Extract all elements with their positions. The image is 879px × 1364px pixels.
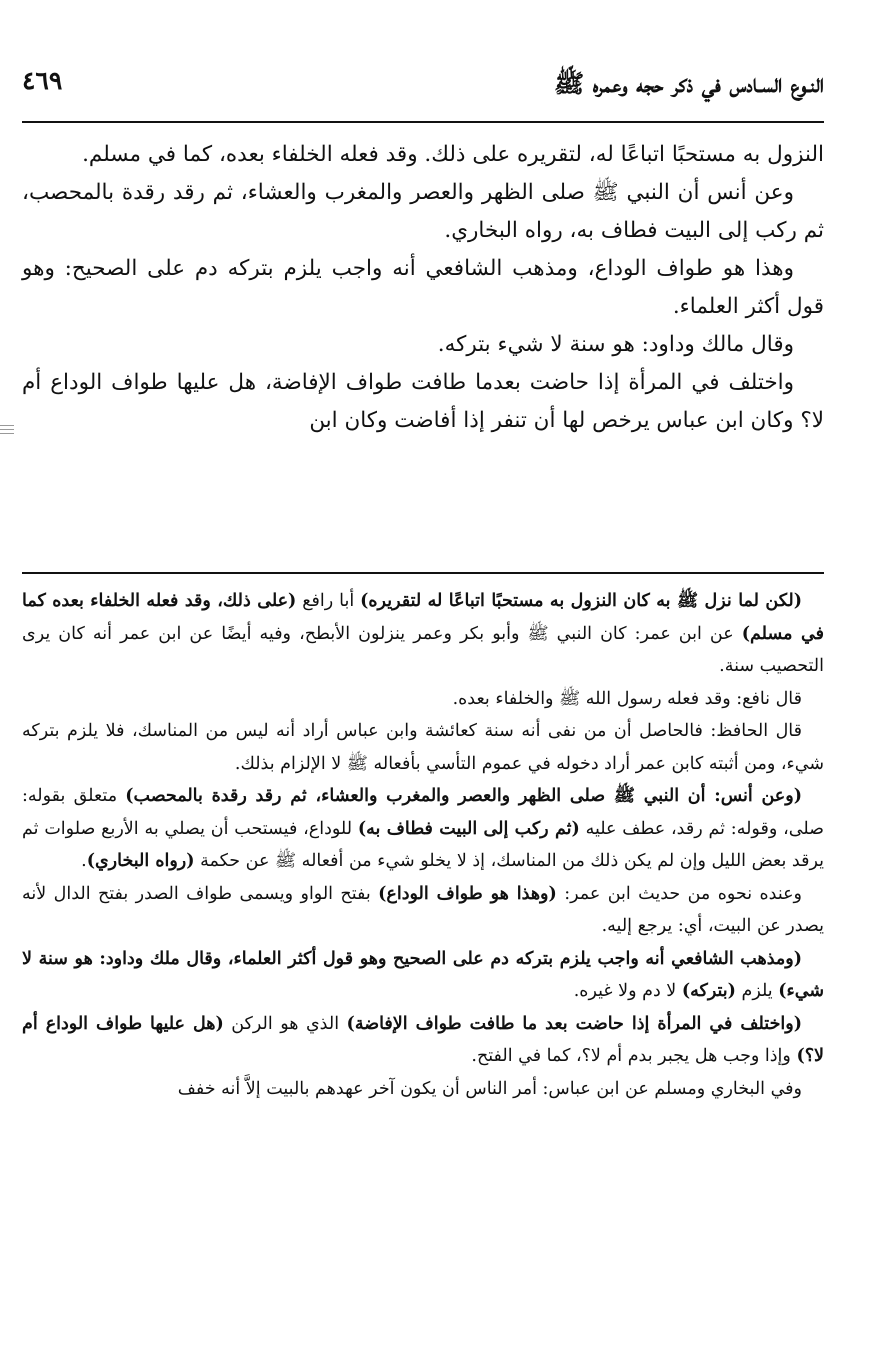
quoted-text: (وعن أنس: أن النبي ﷺ صلى الظهر والعصر والمغرب والعشاء، ثم رقد رقدة بالمحصب) [125,786,802,806]
margin-mark [0,425,14,437]
commentary-paragraph: قال الحافظ: فالحاصل أن من نفى أنه سنة كعائشة وابن عباس أراد أنه ليس من المناسك، فلا يلزم بتركه شيء، ومن أثبته كابن عمر أراد دخوله في عموم التأسي بأفعاله ﷺ لا الإلزام بذلك. [22,721,824,774]
commentary-paragraph: (ومذهب الشافعي أنه واجب يلزم بتركه دم على الصحيح وهو قول أكثر العلماء، وقال ملك وداود: هو سنة لا شيء) يلزم (بتركه) لا دم ولا غيره. [22,948,824,1001]
commentary [22,585,824,1105]
page-header [22,60,824,120]
quoted-text: (واختلف في المرأة إذا حاضت بعد ما طافت طواف الإفاضة) [346,1013,802,1034]
main-paragraph: وعن أنس أن النبي ﷺ صلى الظهر والعصر والمغرب والعشاء، ثم رقد رقدة بالمحصب، ثم ركب إلى البيت فطاف به، رواه البخاري. [22,180,824,243]
chapter-title: النـوع السـادس في ذكر حجه وعمره ﷺ [553,69,824,98]
quoted-text: (وهذا هو طواف الوداع) [378,883,557,904]
commentary-paragraph: قال نافع: وقد فعله رسول الله ﷺ والخلفاء بعده. [452,688,802,709]
main-paragraph: النزول به مستحبًا اتباعًا له، لتقريره على ذلك. وقد فعله الخلفاء بعده، كما في مسلم. [82,142,824,167]
main-paragraph: وهذا هو طواف الوداع، ومذهب الشافعي أنه واجب يلزم بتركه دم على الصحيح: وهو قول أكثر العلماء. [22,256,824,319]
commentary-paragraph: (وعن أنس: أن النبي ﷺ صلى الظهر والعصر والمغرب والعشاء، ثم رقد رقدة بالمحصب) متعلق بقوله: صلى، وقوله: ثم رقد، عطف عليه (ثم ركب إلى البيت فطاف به) للوداع، فيستحب أن يصلي به الأربع صلوات ثم يرقد بعض الليل وإن لم يكن ذلك من المناسك، إذ لا يخلو شيء من أفعاله ﷺ عن حكمة (رواه البخاري). [22,786,824,871]
footnote-rule [22,572,824,574]
header-rule [22,121,824,123]
commentary-paragraph: وعنده نحوه من حديث ابن عمر: (وهذا هو طواف الوداع) بفتح الواو ويسمى طواف الصدر بفتح الدال لأنه يصدر عن البيت، أي: يرجع إليه. [22,883,824,936]
quoted-text: (بتركه) [681,981,736,1001]
quoted-text: (على ذلك، وقد فعله الخلفاء بعده كما في مسلم) [22,591,824,644]
quoted-text: (رواه البخاري) [86,851,195,871]
quoted-text: (هل عليها طواف الوداع أم لا؟) [22,1013,824,1066]
quoted-text: (ومذهب الشافعي أنه واجب يلزم بتركه دم على الصحيح وهو قول أكثر العلماء، وقال ملك وداود: هو سنة لا شيء) [22,948,824,1001]
main-paragraph: وقال مالك وداود: هو سنة لا شيء بتركه. [437,332,794,357]
main-paragraph: واختلف في المرأة إذا حاضت بعدما طافت طواف الإفاضة، هل عليها طواف الوداع أم لا؟ وكان ابن عباس يرخص لها أن تنفر إذا أفاضت وكان ابن [22,370,824,433]
page-number: ٤٦٩ [22,66,63,95]
main-text [22,136,824,440]
quoted-text: (ثم ركب إلى البيت فطاف به) [357,818,580,839]
commentary-paragraph: (واختلف في المرأة إذا حاضت بعد ما طافت طواف الإفاضة) الذي هو الركن (هل عليها طواف الوداع أم لا؟) وإذا وجب هل يجبر بدم أم لا؟، كما في الفتح. [22,1013,824,1066]
commentary-paragraph: (لكن لما نزل ﷺ به كان النزول به مستحبًا اتباعًا له لتقريره) أبا رافع (على ذلك، وقد فعله الخلفاء بعده كما في مسلم) عن ابن عمر: كان النبي ﷺ وأبو بكر وعمر ينزلون الأبطح، وفيه أيضًا عن ابن عمر أنه كان يرى التحصيب سنة. [22,591,824,676]
quoted-text: (لكن لما نزل ﷺ به كان النزول به مستحبًا اتباعًا له لتقريره) [360,591,803,611]
commentary-paragraph: وفي البخاري ومسلم عن ابن عباس: أمر الناس أن يكون آخر عهدهم بالبيت إلاَّ أنه خفف [177,1078,802,1099]
